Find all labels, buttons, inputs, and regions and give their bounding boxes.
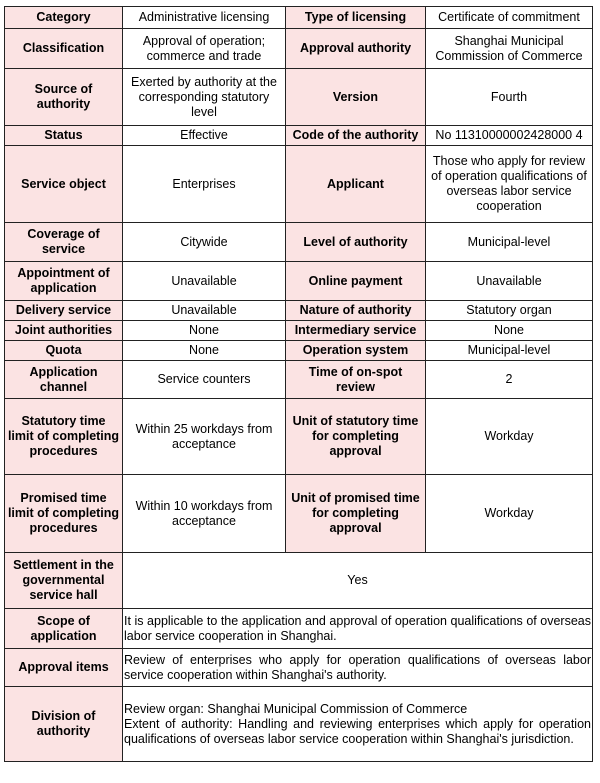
application-channel-value: Service counters (123, 361, 286, 399)
delivery-service-label: Delivery service (5, 301, 123, 321)
joint-authorities-label: Joint authorities (5, 321, 123, 341)
unit-of-promised-time-label: Unit of promised time for completing approval (286, 475, 426, 553)
approval-items-value: Review of enterprises who apply for operation qualifications of overseas labor service cooperation within Shanghai's authority. (123, 649, 593, 687)
intermediary-service-label: Intermediary service (286, 321, 426, 341)
settlement-value: Yes (123, 553, 593, 609)
level-of-authority-value: Municipal-level (426, 223, 593, 262)
category-value: Administrative licensing (123, 7, 286, 29)
time-of-on-spot-review-value: 2 (426, 361, 593, 399)
table-row (5, 7, 593, 29)
coverage-of-service-label: Coverage of service (5, 223, 123, 262)
table-row (5, 321, 593, 341)
table-row (5, 146, 593, 223)
source-of-authority-value: Exerted by authority at the corresponding statutory level (123, 69, 286, 126)
version-value: Fourth (426, 69, 593, 126)
time-of-on-spot-review-label: Time of on-spot review (286, 361, 426, 399)
approval-items-label: Approval items (5, 649, 123, 687)
source-of-authority-label: Source of authority (5, 69, 123, 126)
nature-of-authority-label: Nature of authority (286, 301, 426, 321)
table-row (5, 361, 593, 399)
applicant-label: Applicant (286, 146, 426, 223)
table-row (5, 126, 593, 146)
approval-authority-label: Approval authority (286, 29, 426, 69)
status-value: Effective (123, 126, 286, 146)
table-row (5, 609, 593, 649)
statutory-time-limit-label: Statutory time limit of completing procedures (5, 399, 123, 475)
unit-of-statutory-time-value: Workday (426, 399, 593, 475)
scope-of-application-label: Scope of application (5, 609, 123, 649)
status-label: Status (5, 126, 123, 146)
review-organ-text: Review organ: Shanghai Municipal Commission of Commerce (124, 701, 468, 716)
appointment-of-application-label: Appointment of application (5, 262, 123, 301)
code-of-authority-value: No 11310000002428000 4 (426, 126, 593, 146)
statutory-time-limit-value: Within 25 workdays from acceptance (123, 399, 286, 475)
table-row (5, 475, 593, 553)
type-of-licensing-label: Type of licensing (286, 7, 426, 29)
operation-system-label: Operation system (286, 341, 426, 361)
delivery-service-value: Unavailable (123, 301, 286, 321)
coverage-of-service-value: Citywide (123, 223, 286, 262)
online-payment-value: Unavailable (426, 262, 593, 301)
table-row (5, 649, 593, 687)
division-of-authority-value (123, 687, 593, 762)
joint-authorities-value: None (123, 321, 286, 341)
application-channel-label: Application channel (5, 361, 123, 399)
table-row (5, 399, 593, 475)
table-row (5, 553, 593, 609)
nature-of-authority-value: Statutory organ (426, 301, 593, 321)
operation-system-value: Municipal-level (426, 341, 593, 361)
service-object-label: Service object (5, 146, 123, 223)
table-row (5, 69, 593, 126)
approval-authority-value: Shanghai Municipal Commission of Commerce (426, 29, 593, 69)
category-label: Category (5, 7, 123, 29)
division-of-authority-label: Division of authority (5, 687, 123, 762)
service-object-value: Enterprises (123, 146, 286, 223)
table-row (5, 341, 593, 361)
promised-time-limit-label: Promised time limit of completing procedures (5, 475, 123, 553)
online-payment-label: Online payment (286, 262, 426, 301)
unit-of-statutory-time-label: Unit of statutory time for completing approval (286, 399, 426, 475)
table-row (5, 29, 593, 69)
quota-label: Quota (5, 341, 123, 361)
promised-time-limit-value: Within 10 workdays from acceptance (123, 475, 286, 553)
classification-value: Approval of operation; commerce and trade (123, 29, 286, 69)
table-row (5, 301, 593, 321)
quota-value: None (123, 341, 286, 361)
extent-of-authority-text: Extent of authority: Handling and reviewing enterprises which apply for operation qualifications of overseas labor service cooperation within Shanghai's jurisdiction. (124, 716, 591, 746)
settlement-label: Settlement in the governmental service hall (5, 553, 123, 609)
applicant-value: Those who apply for review of operation qualifications of overseas labor service cooperation (426, 146, 593, 223)
appointment-of-application-value: Unavailable (123, 262, 286, 301)
intermediary-service-value: None (426, 321, 593, 341)
type-of-licensing-value: Certificate of commitment (426, 7, 593, 29)
licensing-info-table (4, 6, 593, 762)
level-of-authority-label: Level of authority (286, 223, 426, 262)
table-row (5, 687, 593, 762)
unit-of-promised-time-value: Workday (426, 475, 593, 553)
code-of-authority-label: Code of the authority (286, 126, 426, 146)
info-table-container (4, 6, 593, 762)
scope-of-application-value: It is applicable to the application and approval of operation qualifications of overseas labor service cooperation in Shanghai. (123, 609, 593, 649)
table-row (5, 262, 593, 301)
table-row (5, 223, 593, 262)
version-label: Version (286, 69, 426, 126)
classification-label: Classification (5, 29, 123, 69)
